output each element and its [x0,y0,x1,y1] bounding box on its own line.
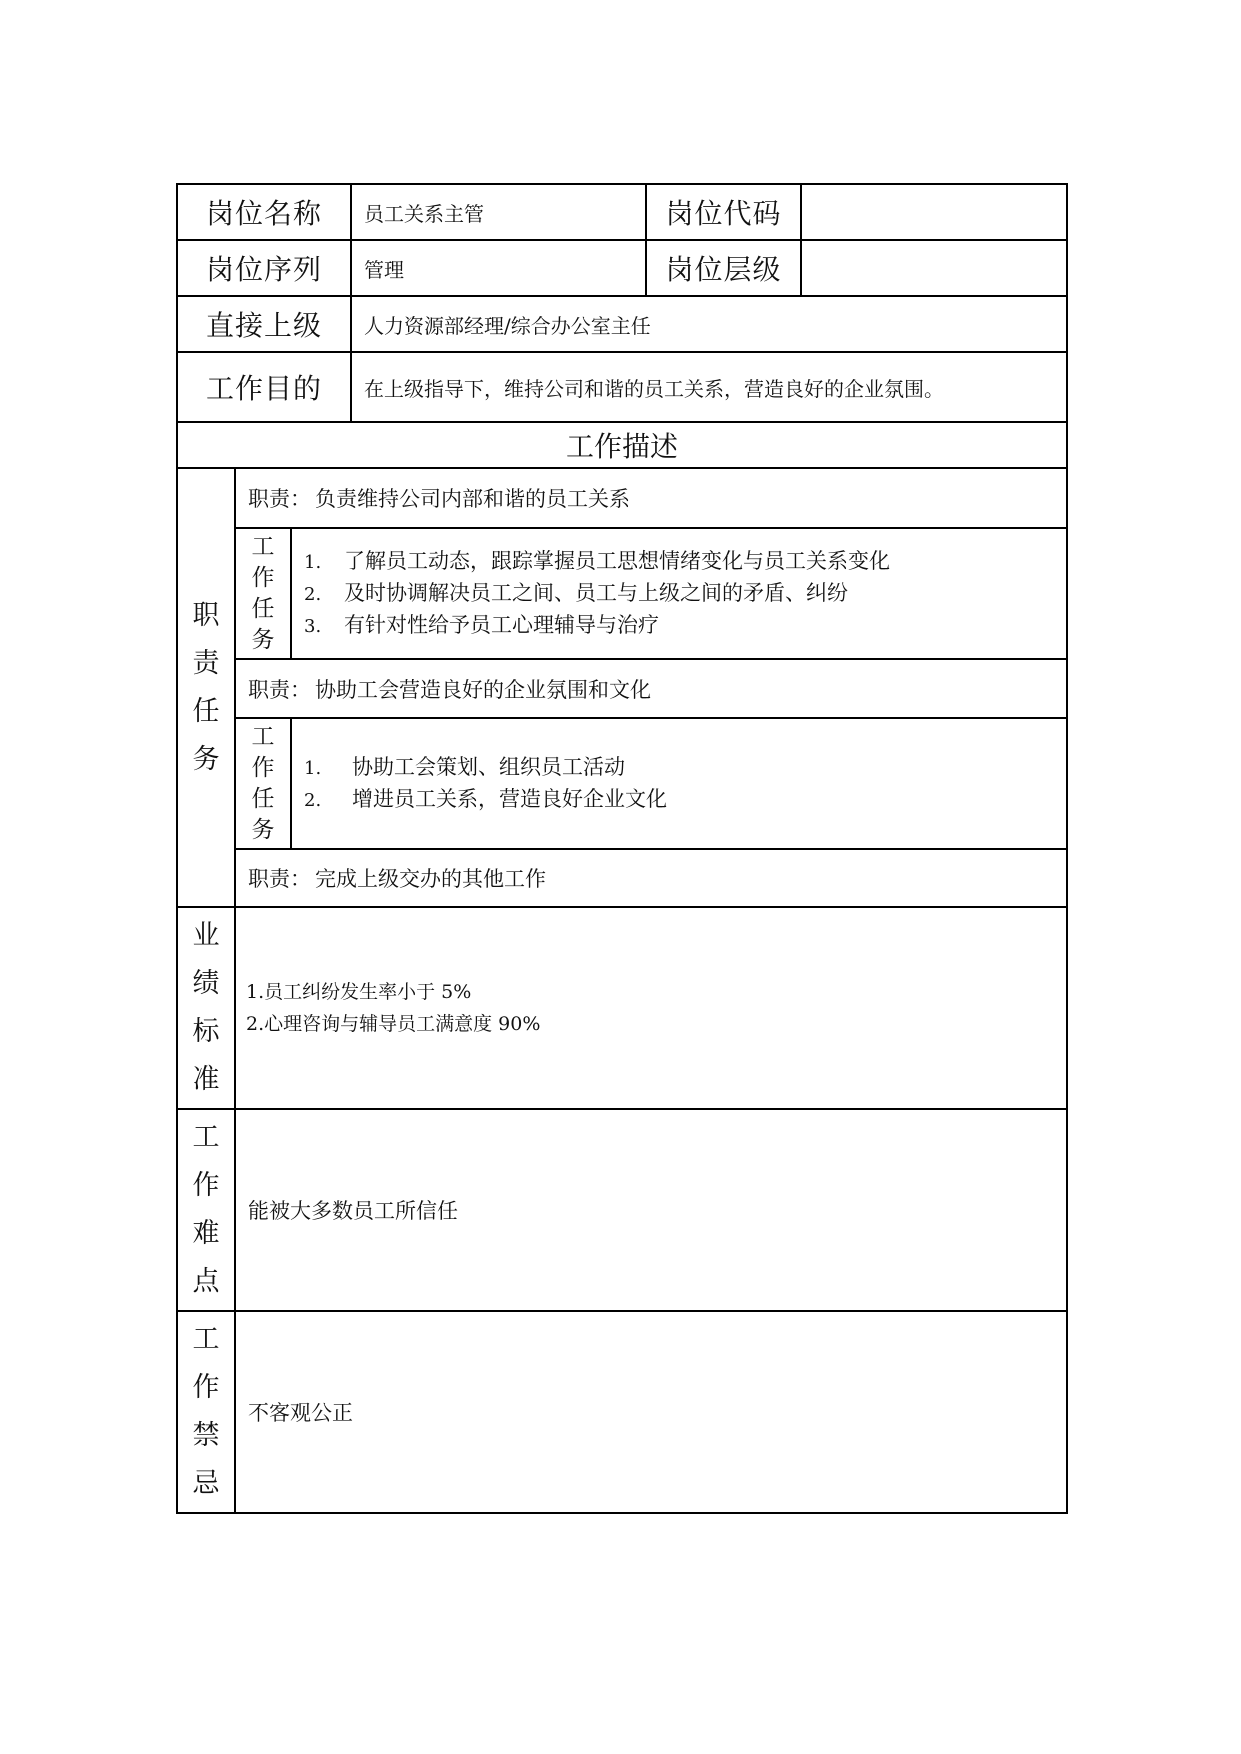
taboo-row [177,1311,1067,1513]
duty-prefix: 职责： [248,867,311,891]
taboo-label: 工 作 禁 忌 [177,1311,235,1513]
description-title-row [177,422,1067,468]
supervisor-value: 人力资源部经理/综合办公室主任 [351,296,1067,352]
duty-item [235,468,1067,528]
duty-text: 负责维持公司内部和谐的员工关系 [315,487,630,511]
task-item: 3. 有针对性给予员工心理辅导与治疗 [304,612,659,637]
performance-label: 业 绩 标 准 [177,907,235,1109]
position-name-value: 员工关系主管 [351,184,646,240]
position-code-label: 岗位代码 [646,184,801,240]
task-item: 2. 及时协调解决员工之间、员工与上级之间的矛盾、纠纷 [304,580,848,605]
tasks-label: 工 作 任 务 [235,528,291,659]
duty-text: 协助工会营造良好的企业氛围和文化 [315,677,651,702]
tasks-row [177,718,1067,849]
supervisor-label: 直接上级 [177,296,351,352]
difficulty-row [177,1109,1067,1311]
duty-prefix: 职责： [248,487,311,511]
tasks-label: 工 作 任 务 [235,718,291,849]
position-series-value: 管理 [351,240,646,296]
supervisor-row [177,296,1067,352]
difficulty-text: 能被大多数员工所信任 [235,1109,1067,1311]
purpose-row [177,352,1067,422]
position-code-value [801,184,1067,240]
position-series-label: 岗位序列 [177,240,351,296]
job-description-table [176,183,1068,1514]
performance-item: 1.员工纠纷发生率小于 5% [246,981,472,1003]
duty-row [177,659,1067,718]
position-name-row [177,184,1067,240]
duty-row [177,468,1067,528]
tasks-row [177,528,1067,659]
task-item: 1. 协助工会策划、组织员工活动 [304,754,625,779]
duty-row [177,849,1067,907]
position-name-label: 岗位名称 [177,184,351,240]
position-series-row [177,240,1067,296]
task-item: 2. 增进员工关系，营造良好企业文化 [304,786,667,811]
performance-row [177,907,1067,1109]
duty-item [235,659,1067,718]
task-item: 1. 了解员工动态，跟踪掌握员工思想情绪变化与员工关系变化 [304,548,890,573]
performance-items [235,907,1067,1109]
position-level-value [801,240,1067,296]
difficulty-label: 工 作 难 点 [177,1109,235,1311]
duty-text: 完成上级交办的其他工作 [315,867,546,891]
duty-prefix: 职责： [248,677,311,702]
task-list [291,528,1067,659]
task-list [291,718,1067,849]
position-level-label: 岗位层级 [646,240,801,296]
purpose-value: 在上级指导下，维持公司和谐的员工关系，营造良好的企业氛围。 [351,352,1067,422]
duties-section-label: 职 责 任 务 [177,468,235,907]
performance-item: 2.心理咨询与辅导员工满意度 90% [246,1013,541,1035]
duty-item [235,849,1067,907]
purpose-label: 工作目的 [177,352,351,422]
description-title: 工作描述 [177,422,1067,468]
taboo-text: 不客观公正 [235,1311,1067,1513]
